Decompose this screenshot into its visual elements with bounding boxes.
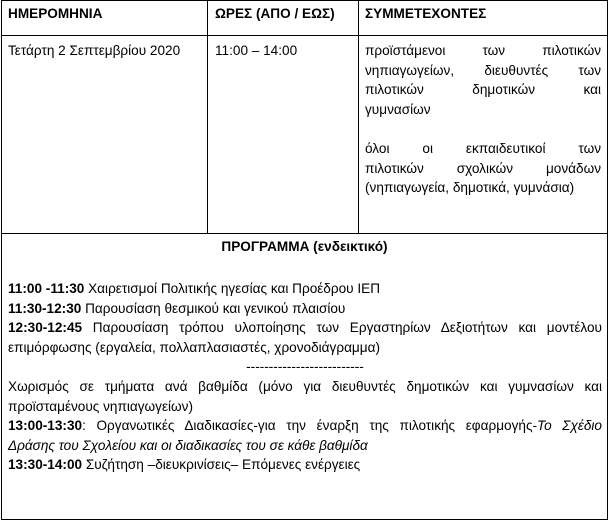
program-time: 11:00 -11:30 xyxy=(8,281,85,296)
program-item xyxy=(8,318,602,338)
hours-cell: 11:00 – 14:00 xyxy=(215,43,298,58)
program-text: Παρουσίαση θεσμικού και γενικού πλαισίου xyxy=(81,300,346,316)
date-cell: Τετάρτη 2 Σεπτεμβρίου 2020 xyxy=(8,43,181,58)
split-note-line: προϊσταμένους νηπιαγωγείων) xyxy=(8,398,193,414)
program-text: : Οργανωτικές Διαδικασίες-για την έναρξη της πιλοτικής εφαρμογής- xyxy=(82,418,538,434)
header-participants: ΣΥΜΜΕΤΕΧΟΝΤΕΣ xyxy=(365,6,487,21)
program-separator: -------------------------- xyxy=(246,359,364,375)
header-hours: ΩΡΕΣ (ΑΠΟ / ΕΩΣ) xyxy=(215,6,335,21)
participants-line: νηπιαγωγείων, διευθυντές των xyxy=(365,62,601,78)
program-item xyxy=(8,416,602,436)
program-italic-text: Το Σχέδιο xyxy=(537,418,602,434)
program-text: Χαιρετισμοί Πολιτικής ηγεσίας και Προέδρου ΙΕΠ xyxy=(84,281,381,296)
program-time: 13:30-14:00 xyxy=(8,457,83,473)
column-divider xyxy=(207,1,208,233)
program-text: Παρουσίαση τρόπου υλοποίησης των Εργαστηρίων Δεξιοτήτων και μοντέλου xyxy=(82,320,602,336)
program-item xyxy=(8,279,602,299)
participants-line: προϊστάμενοι των πιλοτικών xyxy=(365,43,601,58)
column-divider xyxy=(358,1,359,233)
participants-cell xyxy=(365,41,601,198)
header-divider xyxy=(2,35,607,36)
split-note-line: Χωρισμός σε τμήματα ανά βαθμίδα (μόνο για διευθυντές δημοτικών και γυμνασίων και xyxy=(8,378,602,394)
program-time: 13:00-13:30 xyxy=(8,418,83,434)
program-time: 12:30-12:45 xyxy=(8,320,83,336)
participants-line: όλοι οι εκπαιδευτικοί των xyxy=(365,140,601,156)
schedule-table xyxy=(1,0,608,520)
program-divider xyxy=(2,233,607,234)
program-time: 11:30-12:30 xyxy=(8,300,82,316)
header-date: ΗΜΕΡΟΜΗΝΙΑ xyxy=(8,6,103,21)
program-text: Συζήτηση –διευκρινίσεις– Επόμενες ενέργειες xyxy=(82,457,361,473)
program-item xyxy=(8,455,602,475)
program-title: ΠΡΟΓΡΑΜΜΑ (ενδεικτικό) xyxy=(221,239,388,254)
program-item-continuation: επιμόρφωσης (εργαλεία, πολλαπλασιαστές, χρονοδιάγραμμα) xyxy=(8,339,380,355)
program-italic-text: Δράσης του Σχολείου και οι διαδικασίες του σε κάθε βαθμίδα xyxy=(8,437,368,453)
participants-line: πιλοτικών δημοτικών και xyxy=(365,82,601,98)
program-list xyxy=(8,279,602,475)
program-item xyxy=(8,299,602,319)
participants-line: πιλοτικών σχολικών μονάδων xyxy=(365,160,601,176)
participants-line: γυμνασίων xyxy=(365,101,431,117)
participants-line: (νηπιαγωγεία, δημοτικά, γυμνάσια) xyxy=(365,180,575,196)
